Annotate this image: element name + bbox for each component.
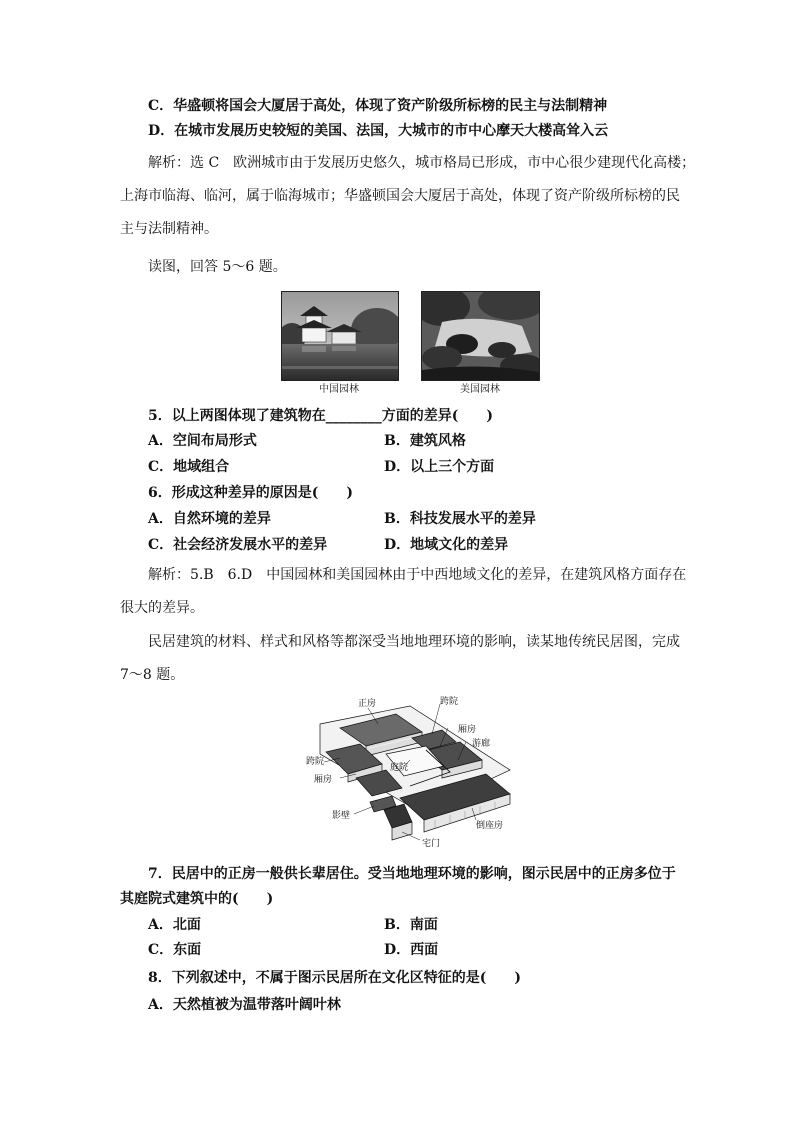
q4-option-c: C．华盛顿将国会大厦居于高处，体现了资产阶级所标榜的民主与法制精神 <box>148 98 608 114</box>
q6-option-c: C．社会经济发展水平的差异 <box>148 537 328 553</box>
label-zhaimen: 宅门 <box>422 839 441 849</box>
q4-option-d: D．在城市发展历史较短的美国、法国，大城市的市中心摩天大楼高耸入云 <box>148 123 609 139</box>
q7-option-b: B．南面 <box>384 917 438 933</box>
q8-option-a: A．天然植被为温带落叶阔叶林 <box>148 997 341 1013</box>
q6-option-b: B．科技发展水平的差异 <box>384 511 536 527</box>
q5-option-d: D．以上三个方面 <box>384 459 495 475</box>
label-youlang: 游廊 <box>472 739 491 749</box>
intro-q7-8-line-2: 7～8 题。 <box>120 667 185 683</box>
q5-option-a: A．空间布局形式 <box>148 433 257 449</box>
label-kuayuan-left: 跨院 <box>306 757 325 767</box>
label-zhengfang: 正房 <box>358 699 377 709</box>
q5-option-c: C．地域组合 <box>148 459 230 475</box>
q5-option-b: B．建筑风格 <box>384 433 466 449</box>
q6-option-d: D．地域文化的差异 <box>384 537 509 553</box>
analysis-1-line-2: 上海市临海、临河，属于临海城市；华盛顿国会大厦居于高处，体现了资产阶级所标榜的民 <box>120 188 680 204</box>
caption-american-garden: 美国园林 <box>460 384 500 395</box>
q6-option-a: A．自然环境的差异 <box>148 511 271 527</box>
q5-stem: 5．以上两图体现了建筑物在________方面的差异( ) <box>148 408 493 424</box>
chinese-garden-photo <box>281 291 399 381</box>
intro-q5-6: 读图，回答 5～6 题。 <box>148 259 287 275</box>
american-garden-photo <box>421 291 540 381</box>
q6-stem: 6．形成这种差异的原因是( ) <box>148 485 353 501</box>
label-daozuofang: 倒座房 <box>476 821 504 831</box>
q7-option-a: A．北面 <box>148 917 201 933</box>
analysis-2-line-2: 很大的差异。 <box>120 600 204 616</box>
label-tingyuan: 庭院 <box>390 763 409 773</box>
label-yingbi: 影壁 <box>332 811 351 821</box>
q7-option-c: C．东面 <box>148 942 202 958</box>
analysis-1-line-3: 主与法制精神。 <box>120 221 218 237</box>
q7-stem-line-1: 7．民居中的正房一般供长辈居住。受当地地理环境的影响，图示民居中的正房多位于 <box>148 866 676 882</box>
caption-chinese-garden: 中国园林 <box>319 384 359 395</box>
label-kuayuan-right: 跨院 <box>440 697 459 707</box>
q7-stem-line-2: 其庭院式建筑中的( ) <box>120 891 274 907</box>
analysis-2-line-1: 解析：5.B 6.D 中国园林和美国园林由于中西地域文化的差异，在建筑风格方面存在 <box>148 567 687 583</box>
label-xiangfang-right: 厢房 <box>458 725 477 735</box>
label-xiangfang-left: 厢房 <box>314 775 333 785</box>
q7-option-d: D．西面 <box>384 942 439 958</box>
analysis-1-line-1: 解析：选 C 欧洲城市由于发展历史悠久，城市格局已形成，市中心很少建现代化高楼； <box>148 155 696 171</box>
q8-stem: 8．下列叙述中，不属于图示民居所在文化区特征的是( ) <box>148 970 521 986</box>
intro-q7-8-line-1: 民居建筑的材料、样式和风格等都深受当地地理环境的影响，读某地传统民居图，完成 <box>148 634 680 650</box>
courtyard-house-diagram <box>300 694 520 854</box>
